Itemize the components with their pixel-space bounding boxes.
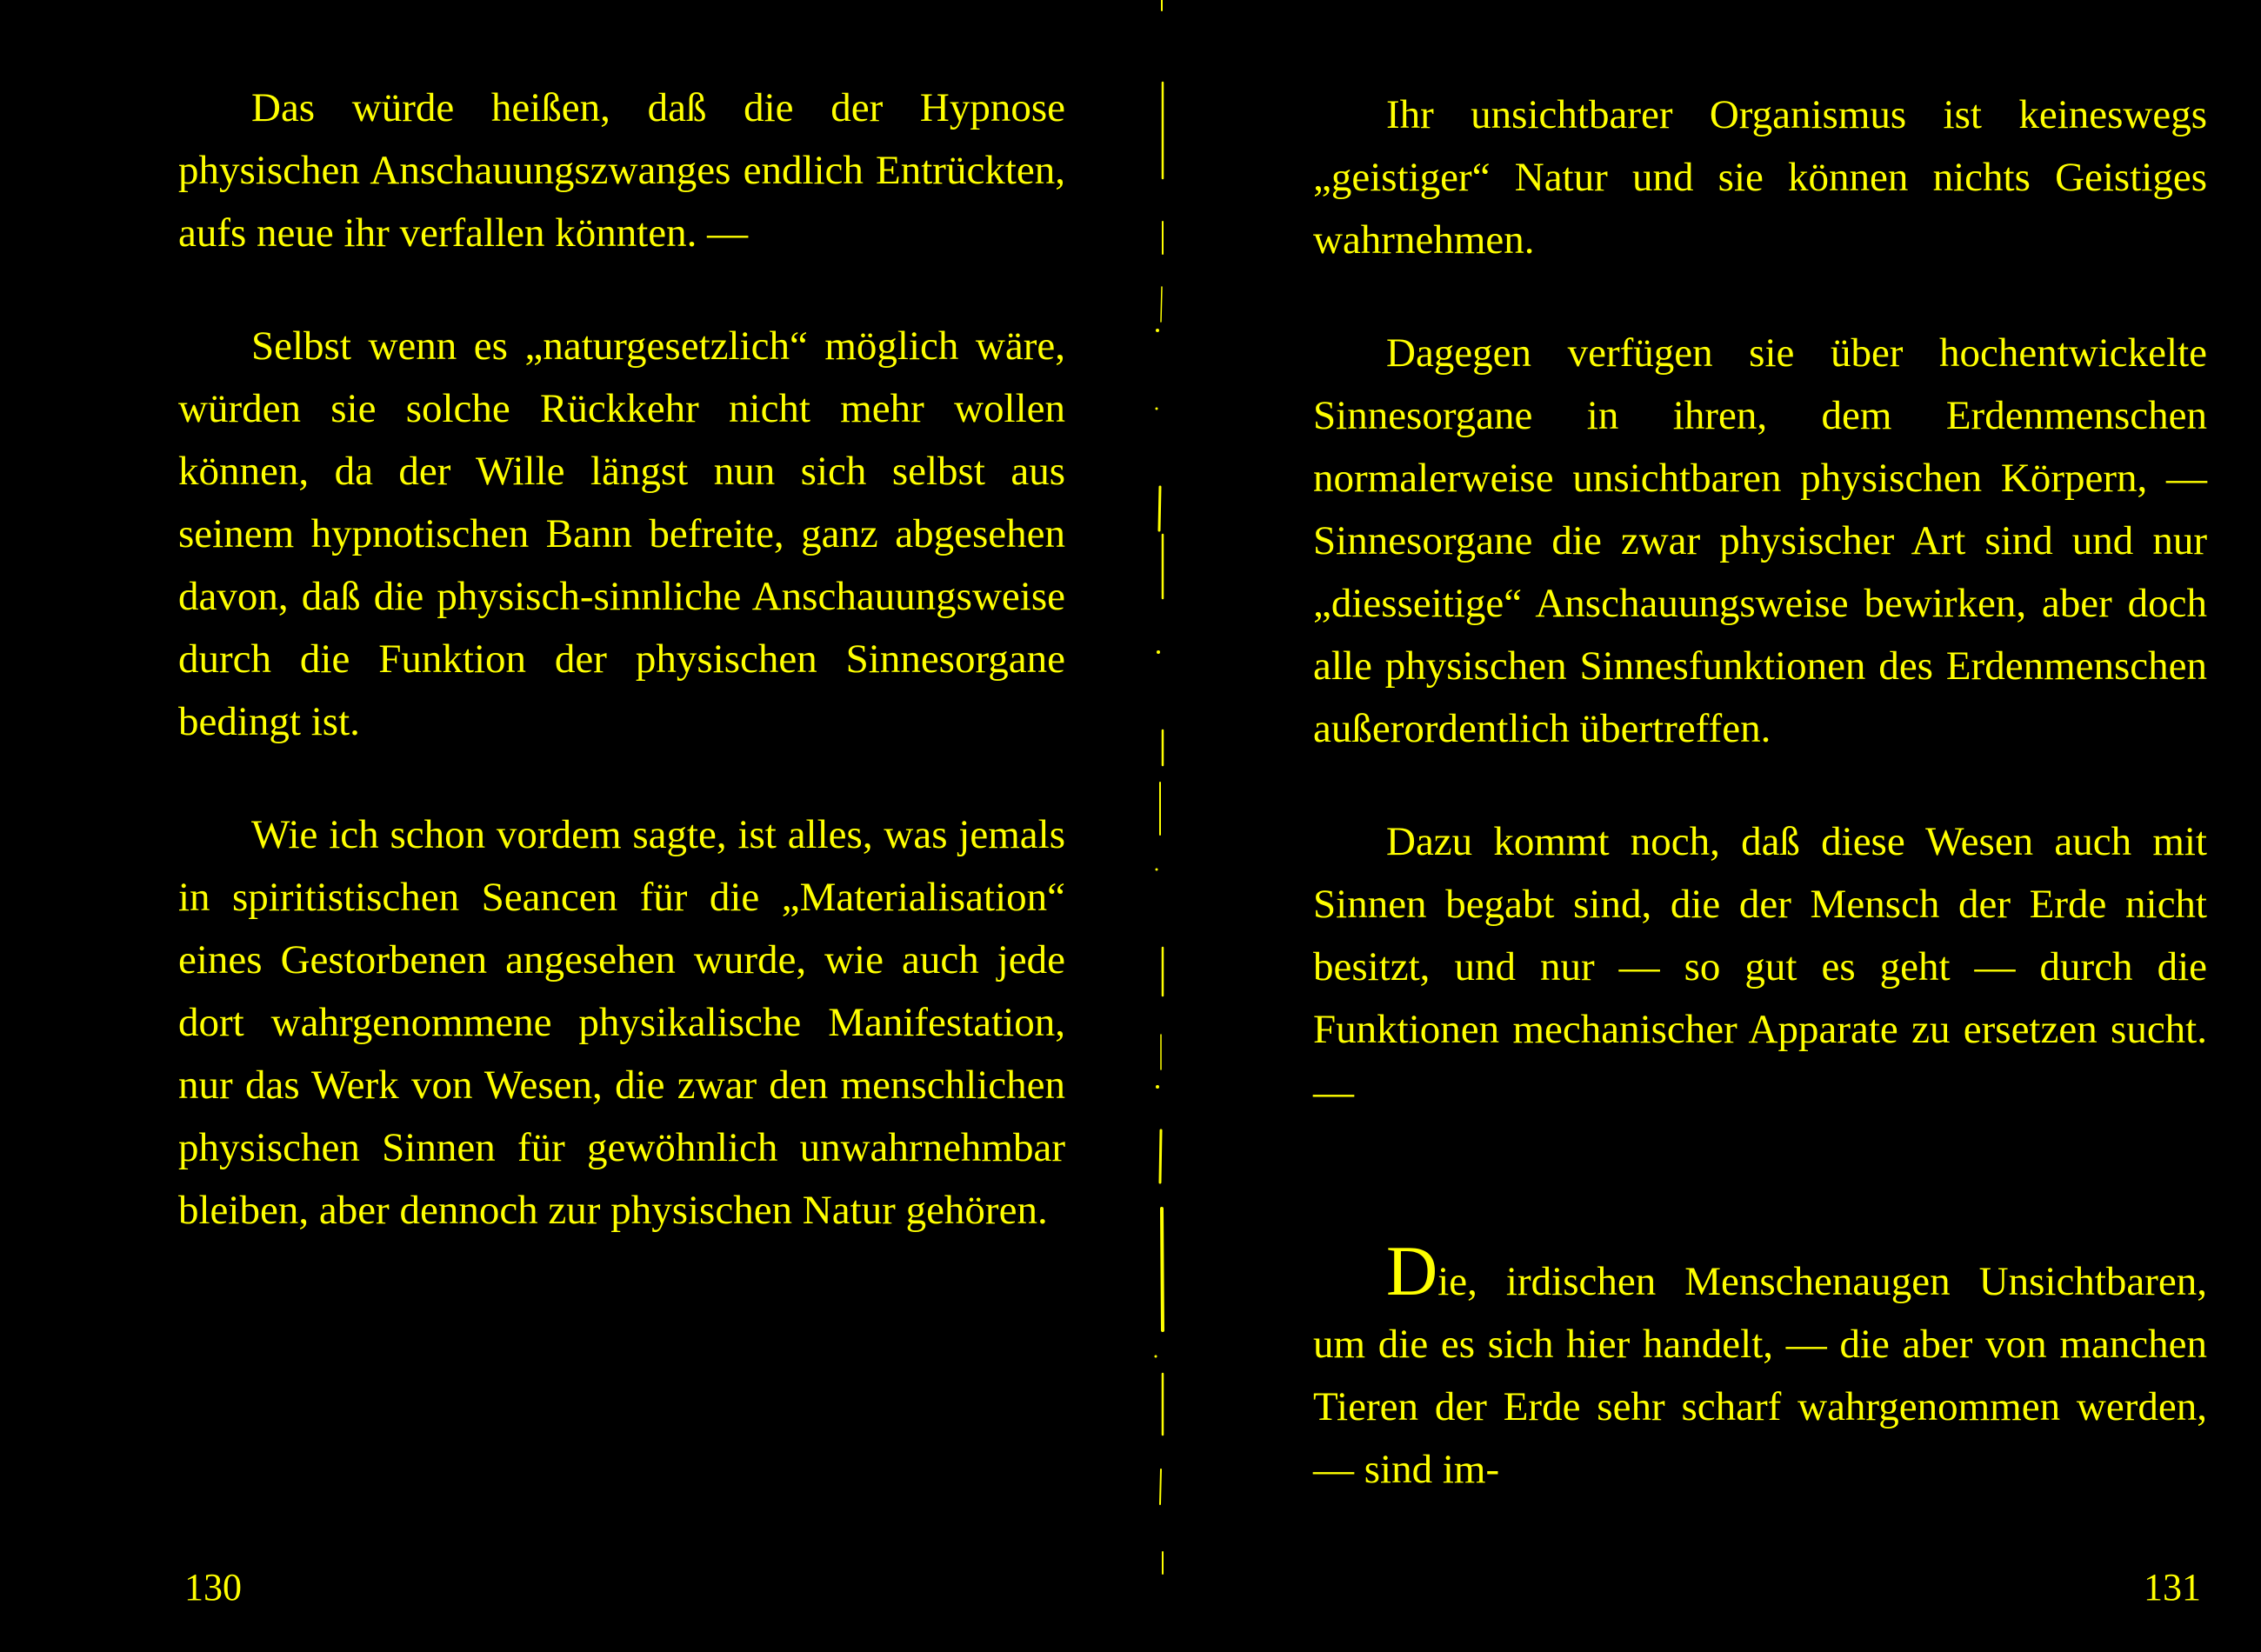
gutter-speck [1156, 1085, 1159, 1089]
right-paragraph-3: Dazu kommt noch, daß diese Wesen auch mit Sinnen begabt sind, die der Mensch der Erde nicht besitzt, und nur — so gut es geht — durch die Funktionen mechanischer Apparate zu ersetzen sucht. — [1313, 819, 2207, 1115]
gutter-mark [1160, 1130, 1161, 1182]
left-paragraph-2: Selbst wenn es „naturgesetzlich“ möglich wäre, würden sie solche Rückkehr nicht mehr wollen können, da der Wille längst nun sich selbst aus seinem hypnotischen Bann befreite, ganz abgesehen davon, daß die physisch-sinnliche Anschauungsweise durch die Funktion der physischen Sinnesorgane bedingt ist. [178, 323, 1065, 744]
right-page-number: 131 [2144, 1566, 2201, 1609]
right-section-paragraph [1313, 1231, 2207, 1501]
right-page-text [1313, 83, 2207, 1501]
left-page-text [178, 77, 1065, 1242]
gutter-speck [1156, 869, 1158, 871]
gutter-speck [1157, 650, 1160, 654]
right-paragraph-2: Dagegen verfügen sie über hochentwickelte Sinnesorgane in ihren, dem Erdenmenschen normalerweise unsichtbaren physischen Körpern, — Sinnesorgane die zwar physischer Art sind und nur „diesseitige“ Anschauungsweise bewirken, aber doch alle physischen Sinnesfunktionen des Erdenmenschen außerordentlich übertreffen. [1313, 330, 2207, 751]
gutter-mark [1159, 487, 1160, 530]
right-paragraph-1: Ihr unsichtbarer Organismus ist keineswegs „geistiger“ Natur und sie können nichts Geistiges wahrnehmen. [1313, 92, 2207, 263]
dropcap-letter: D [1386, 1231, 1438, 1310]
gutter-mark [1160, 1469, 1161, 1504]
gutter-mark [1161, 287, 1162, 322]
right-page [1165, 0, 2261, 1652]
gutter-mark [1162, 1209, 1163, 1330]
left-page-number: 130 [184, 1566, 242, 1609]
gutter-speck [1156, 329, 1159, 332]
left-paragraph-1: Das würde heißen, daß die der Hypnose physischen Anschauungszwanges endlich Entrückten, aufs neue ihr verfallen könnten. — [178, 85, 1065, 256]
gutter-speck [1156, 408, 1158, 410]
left-paragraph-3: Wie ich schon vordem sagte, ist alles, was jemals in spiritistischen Seancen für die „Materialisation“ eines Gestorbenen angesehen wurde, wie auch jede dort wahrgenommene physikalische Manifestation, nur das Werk von Wesen, die zwar den menschlichen physischen Sinnen für gewöhnlich unwahrnehmbar bleiben, aber dennoch zur physischen Natur gehören. [178, 812, 1065, 1233]
right-section-text: ie, irdischen Menschenaugen Unsichtbaren, um die es sich hier handelt, — die aber von manchen Tieren der Erde sehr scharf wahrgenommen werden, — sind im- [1313, 1259, 2207, 1492]
gutter-speck [1155, 1356, 1157, 1358]
